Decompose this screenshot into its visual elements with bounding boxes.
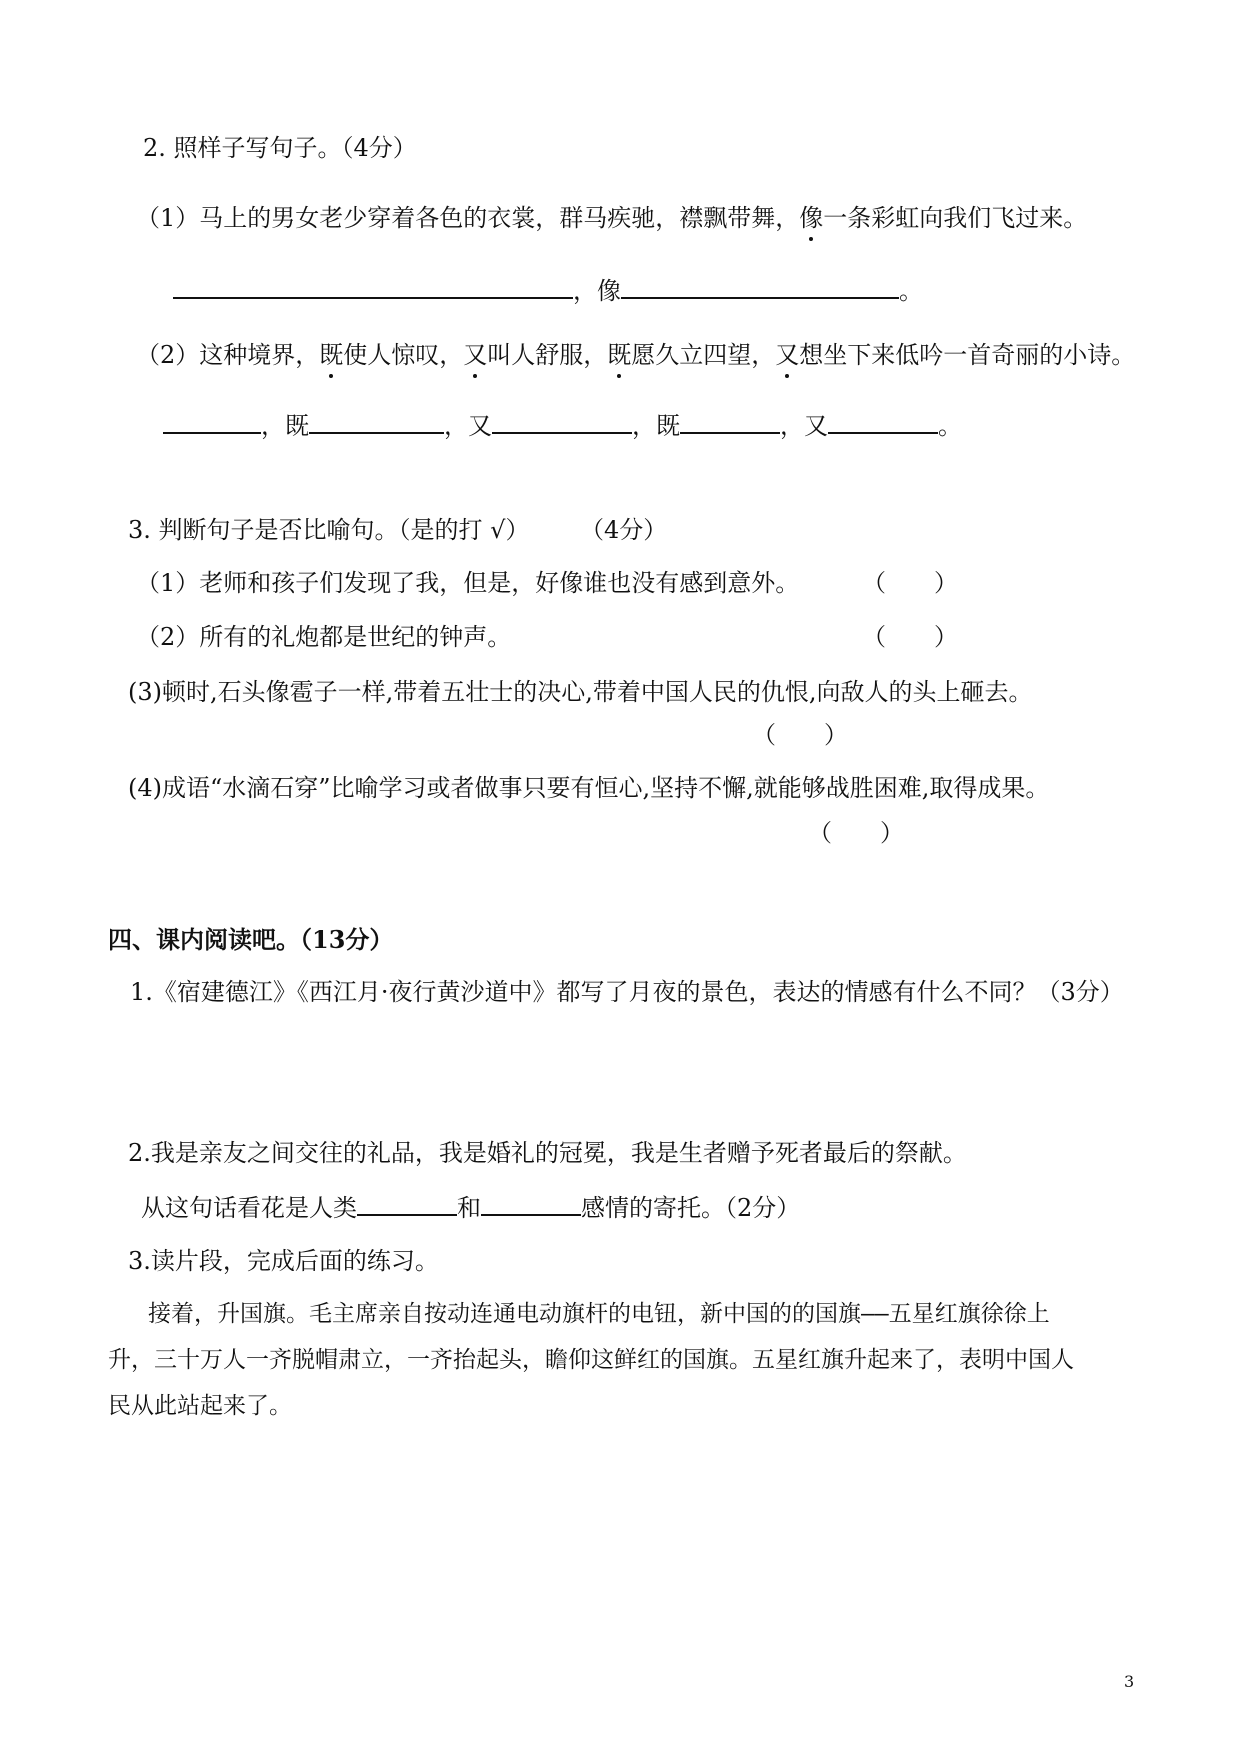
q2-fill-2-sep: ，又	[780, 412, 828, 440]
page-number: 3	[1124, 1672, 1135, 1691]
q2-item-2-part: （2）这种境界，	[136, 341, 320, 369]
passage-line: 接着，升国旗。毛主席亲自按动连通电动旗杆的电钮，新中国的的国旗——五星红旗徐徐上	[148, 1301, 1050, 1327]
answer-blank[interactable]	[173, 275, 573, 299]
q2-fill-line-1	[173, 275, 923, 306]
q2-item-1-text-a: （1）马上的男女老少穿着各色的衣裳，群马疾驰，襟飘带舞，	[136, 204, 800, 232]
answer-blank[interactable]	[680, 410, 780, 434]
q2-fill-2-sep: ，又	[444, 412, 492, 440]
q2-item-1-text-b: 一条彩虹向我们飞过来。	[823, 204, 1088, 232]
section-4-q2-fill	[141, 1192, 800, 1223]
passage-line: 升，三十万人一齐脱帽肃立，一齐抬起头，瞻仰这鲜红的国旗。五星红旗升起来了，表明中国人	[108, 1347, 1074, 1373]
q2-item-1	[136, 203, 1087, 233]
q2-item-2-part: 叫人舒服，	[487, 341, 608, 369]
q2-item-2-part: 想坐下来低吟一首奇丽的小诗。	[799, 341, 1136, 369]
emphasis-dot-char: 又	[463, 341, 488, 369]
answer-blank[interactable]	[621, 275, 899, 299]
q3-title: 3. 判断句子是否比喻句。（是的打 √）	[128, 516, 530, 544]
q3-item-3: (3)顿时,石头像雹子一样,带着五壮士的决心,带着中国人民的仇恨,向敌人的头上砸去。	[128, 678, 1033, 706]
emphasis-dot-char: 像	[799, 204, 824, 232]
q3-item-4: (4)成语“水滴石穿”比喻学习或者做事只要有恒心,坚持不懈,就能够战胜困难,取得成果。	[128, 774, 1050, 802]
section-4-q2: 2.我是亲友之间交往的礼品，我是婚礼的冠冕，我是生者赠予死者最后的祭献。	[128, 1139, 967, 1167]
section-4-q1: 1.《宿建德江》《西江月·夜行黄沙道中》都写了月夜的景色，表达的情感有什么不同？（3分）	[130, 978, 1124, 1006]
emphasis-dot-char: 既	[607, 341, 632, 369]
answer-parentheses[interactable]: （ ）	[862, 623, 958, 651]
answer-blank[interactable]	[828, 410, 938, 434]
section-4-q3: 3.读片段，完成后面的练习。	[128, 1247, 439, 1275]
q2-fill-line-2	[163, 410, 962, 441]
q2-fill-2-sep: ，既	[261, 412, 309, 440]
passage-line: 民从此站起来了。	[108, 1393, 292, 1419]
q2-fill-1-sep: ，像	[573, 277, 621, 305]
answer-parentheses[interactable]: （ ）	[752, 721, 848, 749]
q3-item-1: （1）老师和孩子们发现了我，但是，好像谁也没有感到意外。	[136, 569, 800, 597]
q2-fill-2-end: 。	[938, 412, 962, 440]
answer-blank[interactable]	[481, 1192, 581, 1216]
answer-parentheses[interactable]: （ ）	[862, 569, 958, 597]
emphasis-dot-char: 又	[775, 341, 800, 369]
q2-fill-text: 感情的寄托。（2分）	[581, 1194, 801, 1222]
q3-score: （4分）	[580, 516, 668, 544]
answer-blank[interactable]	[357, 1192, 457, 1216]
q2-item-2	[136, 340, 1135, 370]
q2-fill-text: 和	[457, 1194, 481, 1222]
answer-blank[interactable]	[163, 410, 261, 434]
q2-item-2-part: 使人惊叹，	[343, 341, 464, 369]
answer-parentheses[interactable]: （ ）	[808, 819, 904, 847]
q2-fill-1-end: 。	[899, 277, 923, 305]
q2-item-2-part: 愿久立四望，	[631, 341, 776, 369]
q2-fill-text: 从这句话看花是人类	[141, 1194, 357, 1222]
q3-item-2: （2）所有的礼炮都是世纪的钟声。	[136, 623, 512, 651]
answer-blank[interactable]	[309, 410, 444, 434]
q2-title: 2. 照样子写句子。（4分）	[143, 134, 417, 162]
emphasis-dot-char: 既	[319, 341, 344, 369]
section-4-title: 四、课内阅读吧。（13分）	[108, 925, 394, 954]
q2-fill-2-sep: ，既	[632, 412, 680, 440]
answer-blank[interactable]	[492, 410, 632, 434]
